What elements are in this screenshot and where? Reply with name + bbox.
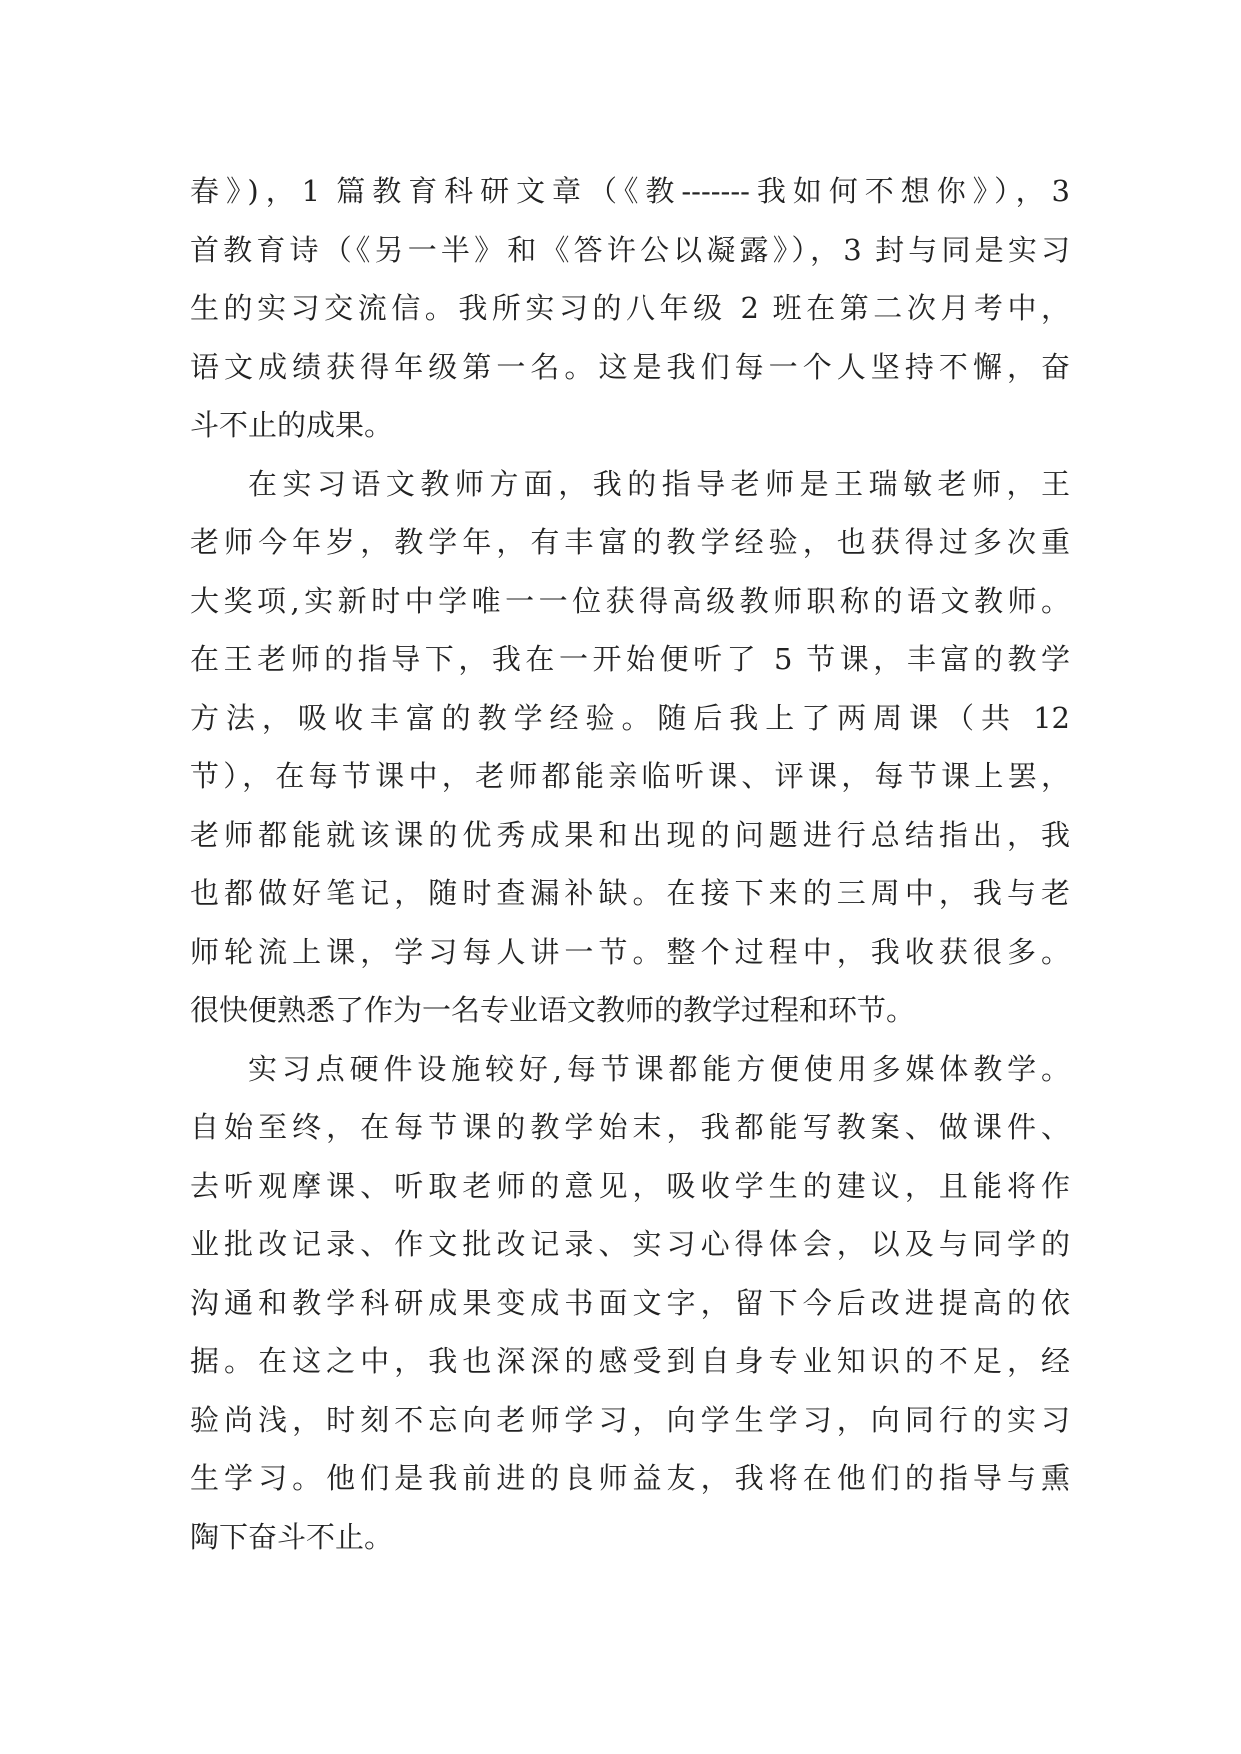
paragraph-1-line-5: 斗不止的成果。 bbox=[190, 408, 394, 442]
paragraph-1-line-3: 生的实习交流信。我所实习的八年级 2 班在第二次月考中， bbox=[190, 291, 1070, 325]
paragraph-2-line-10: 很快便熟悉了作为一名专业语文教师的教学过程和环节。 bbox=[190, 993, 916, 1027]
paragraph-1-line-4: 语文成绩获得年级第一名。这是我们每一个人坚持不懈，奋 bbox=[190, 349, 1070, 384]
paragraph-2-line-3: 大奖项,实新时中学唯一一位获得高级教师职称的语文教师。 bbox=[190, 583, 1070, 618]
paragraph-2-line-4: 在王老师的指导下，我在一开始便听了 5 节课，丰富的教学 bbox=[190, 642, 1070, 676]
paragraph-2-line-1: 在实习语文教师方面，我的指导老师是王瑞敏老师，王 bbox=[248, 466, 1070, 501]
paragraph-3-line-6: 据。在这之中，我也深深的感受到自身专业知识的不足，经 bbox=[190, 1344, 1070, 1378]
paragraph-3-line-3: 去听观摩课、听取老师的意见，吸收学生的建议，且能将作 bbox=[190, 1168, 1070, 1203]
paragraph-1-line-2: 首教育诗（《另一半》和《答许公以凝露》），3 封与同是实习 bbox=[190, 232, 1070, 267]
paragraph-3-line-5: 沟通和教学科研成果变成书面文字，留下今后改进提高的依 bbox=[190, 1285, 1070, 1320]
paragraph-3-line-1: 实习点硬件设施较好,每节课都能方便使用多媒体教学。 bbox=[248, 1051, 1070, 1086]
paragraph-2-line-7: 老师都能就该课的优秀成果和出现的问题进行总结指出，我 bbox=[190, 817, 1070, 852]
paragraph-3-line-4: 业批改记录、作文批改记录、实习心得体会，以及与同学的 bbox=[190, 1227, 1070, 1261]
paragraph-2-line-2: 老师今年岁，教学年，有丰富的教学经验，也获得过多次重 bbox=[190, 525, 1070, 559]
paragraph-2-line-8: 也都做好笔记，随时查漏补缺。在接下来的三周中，我与老 bbox=[190, 876, 1070, 910]
paragraph-2-line-9: 师轮流上课，学习每人讲一节。整个过程中，我收获很多。 bbox=[190, 934, 1070, 969]
document-body bbox=[190, 162, 1070, 1566]
paragraph-3-line-9: 陶下奋斗不止。 bbox=[190, 1519, 394, 1554]
paragraph-3-line-8: 生学习。他们是我前进的良师益友，我将在他们的指导与熏 bbox=[190, 1461, 1070, 1495]
paragraph-3-line-2: 自始至终，在每节课的教学始末，我都能写教案、做课件、 bbox=[190, 1110, 1070, 1144]
paragraph-2-line-6: 节），在每节课中，老师都能亲临听课、评课，每节课上罢， bbox=[190, 759, 1070, 793]
paragraph-1-line-1: 春》)，1 篇教育科研文章（《教-------我如何不想你》），3 bbox=[190, 174, 1070, 208]
paragraph-3-line-7: 验尚浅，时刻不忘向老师学习，向学生学习，向同行的实习 bbox=[190, 1402, 1070, 1437]
paragraph-2-line-5: 方法，吸收丰富的教学经验。随后我上了两周课（共 12 bbox=[190, 700, 1070, 735]
